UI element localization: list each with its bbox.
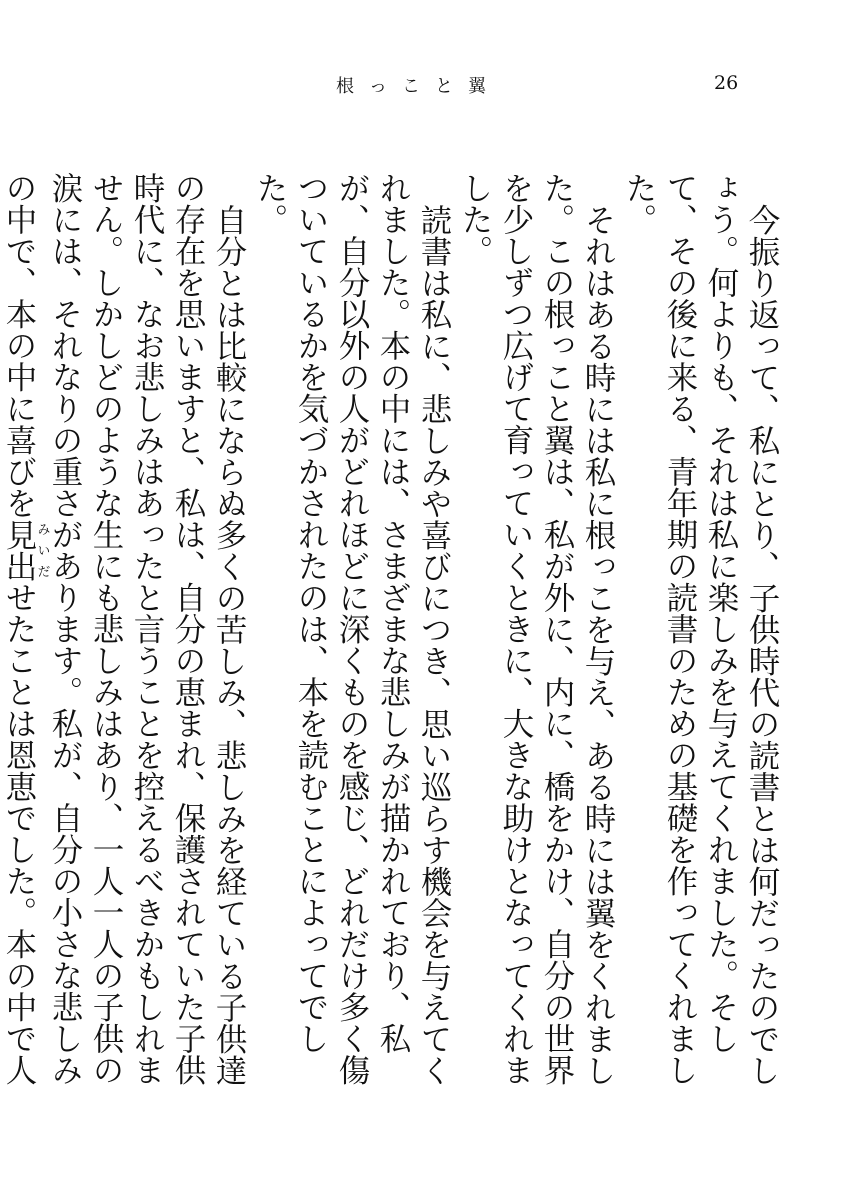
chapter-title: 根っこと翼 bbox=[336, 76, 501, 97]
ruby-reading: みいだ bbox=[34, 518, 50, 582]
paragraph bbox=[0, 172, 249, 1102]
paragraph: 読書は私に、悲しみや喜びにつき、思い巡らす機会を与えてくれました。本の中には、さまざまな悲しみが描かれており、私が、自分以外の人がどれほどに深くものを感じ、どれだけ多く傷ついているかを気づかされたのは、本を読むことによってでした。 bbox=[252, 172, 452, 1086]
paragraph-text: せたことは恩恵でした。本の中で人 bbox=[1, 581, 37, 1086]
page-number: 26 bbox=[714, 72, 739, 94]
running-header bbox=[0, 72, 841, 102]
paragraph: それはある時には私に根っこを与え、ある時には翼をくれました。この根っこと翼は、私が外に、内に、橋をかけ、自分の世界を少しずつ広げて育っていくときに、大きな助けとなってくれました。 bbox=[457, 172, 616, 1086]
paragraph: 今振り返って、私にとり、子供時代の読書とは何だったのでしょう。何よりも、それは私に楽しみを与えてくれました。そして、その後に来る、青年期の読書のための基礎を作ってくれました。 bbox=[621, 172, 780, 1086]
body-text bbox=[1, 172, 782, 1102]
ruby-base: 見出 bbox=[1, 518, 37, 582]
paragraph-text: 自分とは比較にならぬ多くの苦しみ、悲しみを経ている子供達の存在を思いますと、私は、自分の恵まれ、保護されていた子供時代に、なお悲しみはあったと言うことを控えるべきかもしれません。しかしどのような生にも悲しみはあり、一人一人の子供の涙には、それなりの重さがあります。私が、自分の小さな悲しみの中で、本の中に喜びを bbox=[1, 172, 247, 1086]
ruby-annotation bbox=[1, 518, 50, 582]
